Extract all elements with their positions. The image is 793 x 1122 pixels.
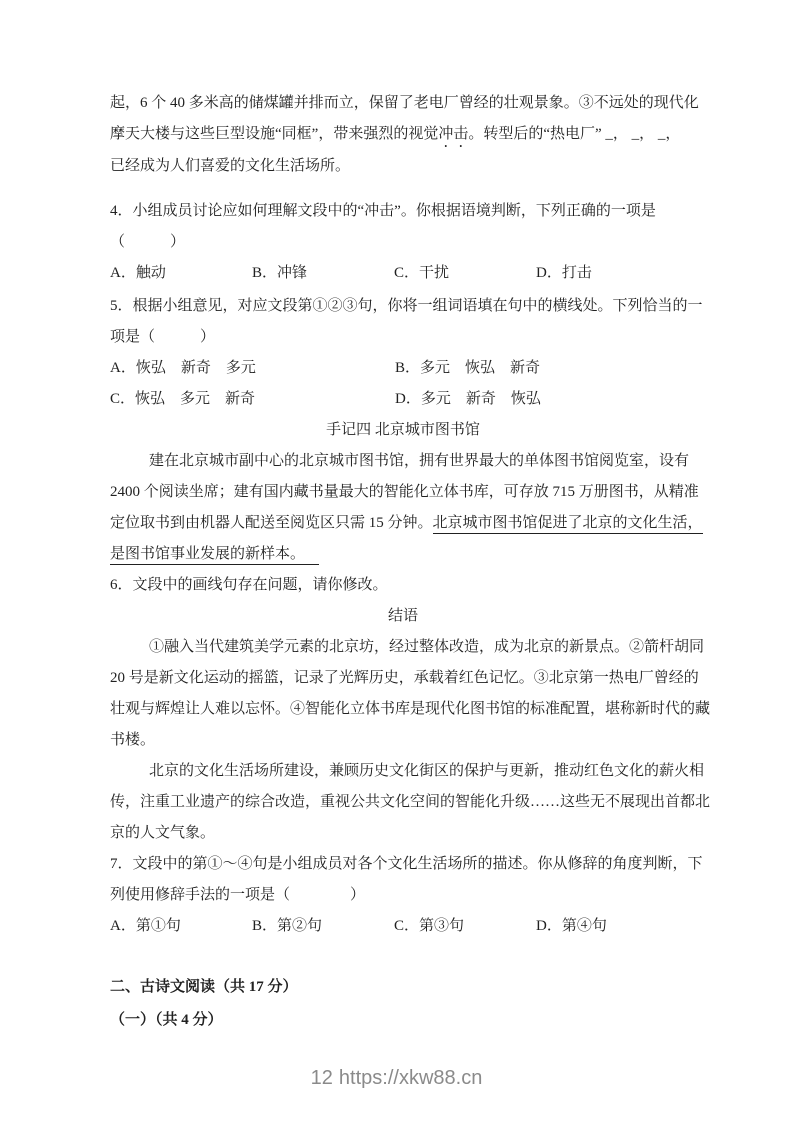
- q5-option-c: C．恢弘 多元 新奇: [110, 391, 256, 407]
- para2-line2: 2400 个阅读坐席；建有国内藏书量最大的智能化立体书库，可存放 715 万册图书，从精准: [110, 484, 699, 500]
- para3-line4: 书楼。: [110, 732, 156, 748]
- q7-option-c: C．第③句: [394, 918, 465, 934]
- q6-stem: 6．文段中的画线句存在问题，请你修改。: [110, 577, 388, 593]
- para1-line2: [110, 119, 696, 151]
- q4-option-d: D．打击: [536, 265, 592, 281]
- q4-option-c: C．干扰: [394, 265, 450, 281]
- q4-answer-paren: （ ）: [110, 234, 186, 250]
- note4-heading: 手记四 北京城市图书馆: [326, 422, 480, 438]
- para3-line2: 20 号是新文化运动的摇篮，记录了光辉历史，承载着红色记忆。③北京第一热电厂曾经的: [110, 670, 699, 686]
- para1-line1: 起，6 个 40 多米高的储煤罐并排而立，保留了老电厂曾经的壮观景象。③不远处的现代化: [110, 95, 699, 111]
- q5-stem-line2: 项是（ ）: [110, 329, 216, 345]
- question-4: [110, 196, 696, 289]
- q7-stem-line1: 7．文段中的第①～④句是小组成员对各个文化生活场所的描述。你从修辞的角度判断，下: [110, 856, 703, 872]
- q7-option-a: A．第①句: [110, 918, 181, 934]
- para4: [110, 756, 711, 849]
- section2-heading: 二、古诗文阅读（共 17 分）: [110, 979, 298, 995]
- para2-line4: [110, 539, 696, 570]
- q7-option-d: D．第④句: [536, 918, 607, 934]
- page-footer: [0, 1066, 793, 1090]
- q5-stem-line1: 5．根据小组意见，对应文段第①②③句，你将一组词语填在句中的横线处。下列恰当的一: [110, 298, 703, 314]
- q7-stem-line2: 列使用修辞手法的一项是（ ）: [110, 887, 366, 903]
- q4-stem: 4．小组成员讨论应如何理解文段中的“冲击”。你根据语境判断，下列正确的一项是: [110, 203, 656, 219]
- para2-line3-pre: 定位取书到由机器人配送至阅览区只需 15 分钟。: [110, 515, 433, 531]
- para2-line4-underlined: 是图书馆事业发展的新样本。: [110, 546, 319, 565]
- para2: [110, 446, 703, 570]
- para3: [110, 632, 711, 756]
- question-7: [110, 849, 703, 942]
- para2-line1: 建在北京城市副中心的北京城市图书馆，拥有世界最大的单体图书馆阅览室，设有: [149, 453, 690, 469]
- conclusion-heading: 结语: [387, 608, 418, 624]
- page-number: 12: [310, 1067, 333, 1089]
- para1-line2-emphasized-word: 冲击: [438, 126, 469, 142]
- para4-line1: 北京的文化生活场所建设，兼顾历史文化街区的保护与更新，推动红色文化的薪火相: [149, 763, 705, 779]
- para1-line2-post: 。转型后的“热电厂” _， _， _，: [468, 126, 681, 142]
- q4-option-a: A．触动: [110, 265, 166, 281]
- q5-options-row2: [110, 384, 696, 415]
- para2-line3-underlined: 北京城市图书馆促进了北京的文化生活，: [433, 515, 703, 534]
- q7-options: [110, 911, 696, 942]
- para4-line2: 传，注重工业遗产的综合改造，重视公共文化空间的智能化升级……这些无不展现出首都北: [110, 794, 711, 810]
- q5-options-row1: [110, 353, 696, 384]
- q7-option-b: B．第②句: [252, 918, 323, 934]
- q4-option-b: B．冲锋: [252, 265, 308, 281]
- q5-option-a: A．恢弘 新奇 多元: [110, 360, 256, 376]
- q4-options: [110, 258, 696, 289]
- q5-option-b: B．多元 恢弘 新奇: [395, 360, 541, 376]
- footer-url: https://xkw88.cn: [338, 1067, 483, 1089]
- para4-line3: 京的人文气象。: [110, 825, 216, 841]
- exam-content: [110, 0, 711, 1036]
- q5-option-d: D．多元 新奇 恢弘: [395, 391, 541, 407]
- question-5: [110, 291, 703, 415]
- para1-line3: 已经成为人们喜爱的文化生活场所。: [110, 158, 351, 174]
- section2-subheading: （一）（共 4 分）: [110, 1012, 223, 1028]
- para3-line1: ①融入当代建筑美学元素的北京坊，经过整体改造，成为北京的新景点。②箭杆胡同: [149, 639, 705, 655]
- para1-line2-pre: 摩天大楼与这些巨型设施“同框”，带来强烈的视觉: [110, 126, 439, 142]
- para2-line3: [110, 508, 703, 539]
- para3-line3: 壮观与辉煌让人难以忘怀。④智能化立体书库是现代化图书馆的标准配置，堪称新时代的藏: [110, 701, 711, 717]
